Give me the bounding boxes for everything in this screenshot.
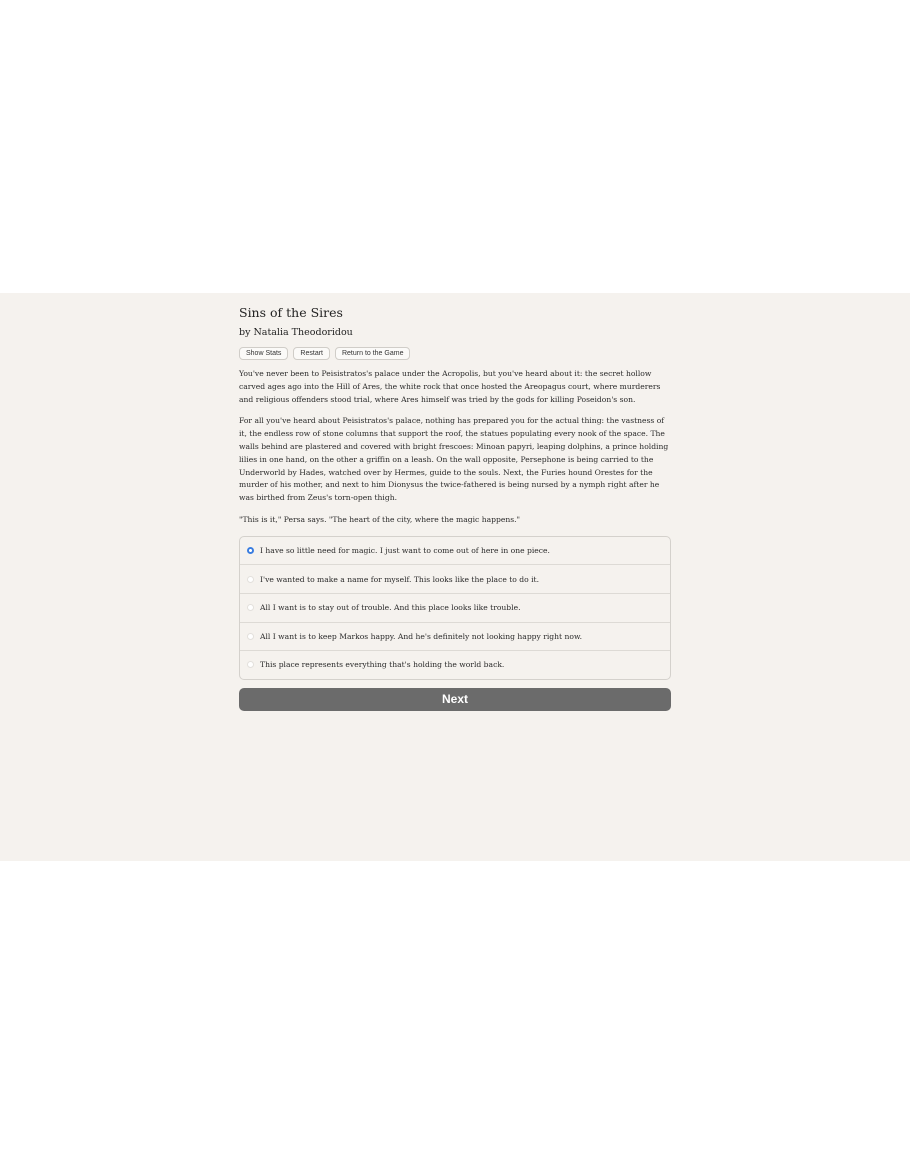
radio-icon[interactable] bbox=[247, 661, 254, 668]
choice-option[interactable] bbox=[240, 537, 670, 565]
choice-label: All I want is to stay out of trouble. And this place looks like trouble. bbox=[260, 603, 521, 613]
radio-selected-icon[interactable] bbox=[247, 547, 254, 554]
choice-option[interactable] bbox=[240, 593, 670, 622]
choice-option[interactable] bbox=[240, 650, 670, 679]
choice-option[interactable] bbox=[240, 564, 670, 593]
radio-icon[interactable] bbox=[247, 576, 254, 583]
restart-button[interactable]: Restart bbox=[293, 347, 330, 360]
choice-label: I have so little need for magic. I just want to come out of here in one piece. bbox=[260, 546, 550, 556]
return-to-game-button[interactable]: Return to the Game bbox=[335, 347, 410, 360]
game-frame bbox=[0, 293, 910, 861]
choice-label: All I want is to keep Markos happy. And he's definitely not looking happy right now. bbox=[260, 631, 582, 641]
choice-label: This place represents everything that's holding the world back. bbox=[260, 660, 505, 670]
toolbar bbox=[239, 347, 671, 360]
story-paragraph: "This is it," Persa says. "The heart of the city, where the magic happens." bbox=[239, 514, 521, 524]
show-stats-button[interactable]: Show Stats bbox=[239, 347, 288, 360]
choice-option[interactable] bbox=[240, 622, 670, 651]
radio-icon[interactable] bbox=[247, 633, 254, 640]
story-paragraph: For all you've heard about Peisistratos's palace, nothing has prepared you for the actual thing: the vastness of it, the endless row of stone columns that support the roof, the statues populating every nook of the space. The walls behind are plastered and covered with bright frescoes: Minoan papyri, leaping dolphins, a prince holding lilies in one hand, on the other a griffin on a leash. On the wall opposite, Persephone is being carried to the Underworld by Hades, watched over by Hermes, guide to the souls. Next, the Furies hound Orestes for the murder of his mother, and next to him Dionysus the twice-fathered is being nursed by a nymph right after he was birthed from Zeus's torn-open thigh. bbox=[239, 416, 669, 503]
game-content bbox=[239, 293, 671, 711]
next-button[interactable]: Next bbox=[239, 688, 671, 711]
choice-list bbox=[239, 536, 671, 680]
radio-icon[interactable] bbox=[247, 604, 254, 611]
game-author: by Natalia Theodoridou bbox=[239, 327, 353, 338]
game-title: Sins of the Sires bbox=[239, 305, 343, 320]
choice-label: I've wanted to make a name for myself. This looks like the place to do it. bbox=[260, 574, 540, 584]
story-paragraph: You've never been to Peisistratos's palace under the Acropolis, but you've heard about it: the secret hollow carved ages ago into the Hill of Ares, the white rock that once hosted the Areopagus court, where murderers and religious offenders stood trial, where Ares himself was tried by the gods for killing Poseidon's son. bbox=[239, 369, 661, 404]
